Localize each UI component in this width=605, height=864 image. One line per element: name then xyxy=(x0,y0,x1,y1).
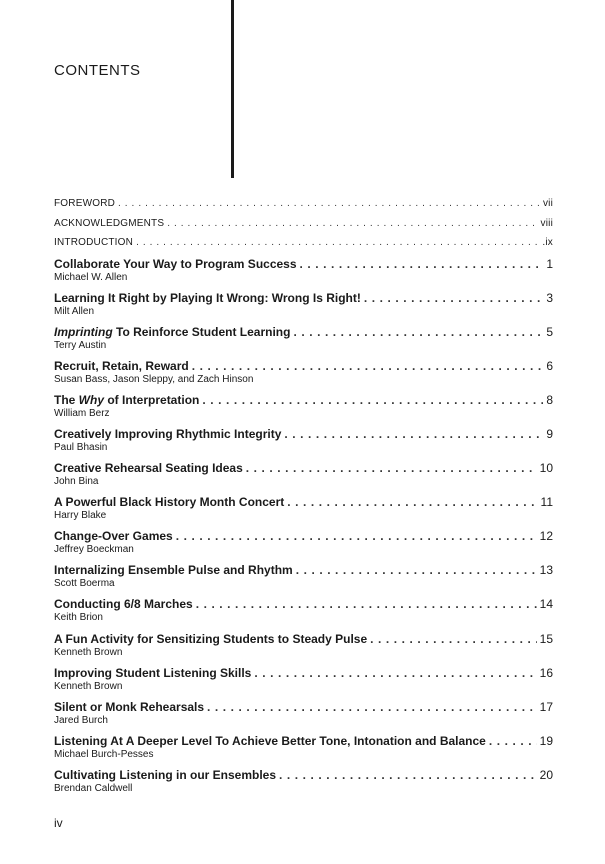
dot-leader xyxy=(196,597,537,611)
entry-page-number: 19 xyxy=(539,733,553,748)
entry-author: Brendan Caldwell xyxy=(54,782,133,794)
entry-page-number: 9 xyxy=(546,426,553,441)
toc-entry[interactable] xyxy=(54,393,553,427)
entry-title xyxy=(54,393,199,407)
entry-title-part: Listening At A Deeper Level To Achieve Better Tone, Intonation and Balance xyxy=(54,733,486,748)
entry-title-part: Recruit, Retain, Reward xyxy=(54,358,189,373)
entry-title-part: The xyxy=(54,392,79,407)
entry-author: Jared Burch xyxy=(54,714,108,726)
entry-title xyxy=(54,495,284,509)
entry-title-part: Cultivating Listening in our Ensembles xyxy=(54,767,277,782)
toc-entry[interactable] xyxy=(54,597,553,631)
entry-author: John Bina xyxy=(54,476,99,488)
toc-entry[interactable] xyxy=(54,734,553,768)
toc-entry-line xyxy=(54,427,553,441)
toc-entry-line xyxy=(54,393,553,407)
toc-entry-line xyxy=(54,257,553,271)
entry-page-number: 5 xyxy=(546,324,553,339)
entry-author: Michael Burch-Pesses xyxy=(54,748,154,760)
entry-author: Paul Bhasin xyxy=(54,441,108,453)
entry-title xyxy=(54,427,281,441)
dot-leader xyxy=(246,461,537,475)
entry-title-part: Creative Rehearsal Seating Ideas xyxy=(54,461,243,476)
entry-title-part: Collaborate Your Way to Program Success xyxy=(54,256,297,271)
toc-entry[interactable] xyxy=(54,427,553,461)
dot-leader xyxy=(370,632,536,646)
dot-leader xyxy=(287,495,537,509)
toc-entry-line xyxy=(54,325,553,339)
vertical-rule xyxy=(231,0,234,178)
entry-title-part: Change-Over Games xyxy=(54,529,173,544)
entry-page-number: 20 xyxy=(539,767,553,782)
toc-entry[interactable] xyxy=(54,529,553,563)
table-of-contents xyxy=(54,198,553,802)
front-matter-page: viii xyxy=(540,217,553,229)
entry-page-number: 10 xyxy=(539,461,553,476)
entry-title xyxy=(54,257,297,271)
entry-title-part: of Interpretation xyxy=(104,392,200,407)
toc-entry-line xyxy=(54,495,553,509)
page-number: iv xyxy=(54,816,63,830)
entry-title xyxy=(54,291,361,305)
dot-leader xyxy=(118,198,540,209)
front-matter-label: FOREWORD xyxy=(54,198,116,209)
toc-entry-line xyxy=(54,632,553,646)
entry-title-part: Silent or Monk Rehearsals xyxy=(54,699,205,714)
dot-leader xyxy=(489,734,537,748)
entry-page-number: 13 xyxy=(539,563,553,578)
entry-page-number: 12 xyxy=(539,529,553,544)
entry-title-part: A Powerful Black History Month Concert xyxy=(54,495,285,510)
entry-title-part: To Reinforce Student Learning xyxy=(112,324,291,339)
toc-entry[interactable] xyxy=(54,632,553,666)
front-matter-label: ACKNOWLEDGMENTS xyxy=(54,217,165,229)
toc-entry-line xyxy=(54,529,553,543)
toc-entry-line xyxy=(54,291,553,305)
front-matter-page: vii xyxy=(542,198,553,209)
entry-author: Milt Allen xyxy=(54,305,95,317)
entry-author: Kenneth Brown xyxy=(54,680,123,692)
front-matter-item[interactable] xyxy=(54,218,553,238)
front-matter-page: .ix xyxy=(542,237,553,248)
entry-title-part: Why xyxy=(78,392,105,407)
entry-title xyxy=(54,666,251,680)
entry-title xyxy=(54,325,290,339)
toc-entry[interactable] xyxy=(54,666,553,700)
entry-title-part: Internalizing Ensemble Pulse and Rhythm xyxy=(54,563,293,578)
entry-page-number: 3 xyxy=(546,290,553,305)
dot-leader xyxy=(284,427,543,441)
entry-page-number: 17 xyxy=(539,699,553,714)
entry-title xyxy=(54,529,173,543)
toc-entry-line xyxy=(54,359,553,373)
toc-entry[interactable] xyxy=(54,461,553,495)
entry-page-number: 1 xyxy=(546,256,553,271)
toc-entry-line xyxy=(54,597,553,611)
dot-leader xyxy=(136,237,539,248)
entry-page-number: 15 xyxy=(539,631,553,646)
dot-leader xyxy=(202,393,543,407)
entry-author: Susan Bass, Jason Sleppy, and Zach Hinson xyxy=(54,373,254,385)
entry-author: Harry Blake xyxy=(54,510,107,522)
dot-leader xyxy=(176,529,537,543)
entry-title-part: Learning It Right by Playing It Wrong: Wrong Is Right! xyxy=(54,290,361,305)
toc-entry[interactable] xyxy=(54,495,553,529)
toc-entry[interactable] xyxy=(54,768,553,802)
front-matter-label: INTRODUCTION xyxy=(54,237,134,248)
dot-leader xyxy=(296,563,537,577)
entry-list xyxy=(54,257,553,803)
entry-page-number: 6 xyxy=(546,358,553,373)
front-matter-item[interactable] xyxy=(54,237,553,257)
toc-entry[interactable] xyxy=(54,291,553,325)
dot-leader xyxy=(279,768,537,782)
dot-leader xyxy=(364,291,543,305)
entry-author: Scott Boerma xyxy=(54,578,115,590)
entry-title-part: Improving Student Listening Skills xyxy=(54,665,252,680)
entry-title-part: A Fun Activity for Sensitizing Students to Steady Pulse xyxy=(54,631,368,646)
entry-author: Kenneth Brown xyxy=(54,646,123,658)
entry-title xyxy=(54,597,193,611)
entry-title xyxy=(54,700,204,714)
entry-page-number: 8 xyxy=(546,392,553,407)
toc-entry-line xyxy=(54,666,553,680)
toc-entry[interactable] xyxy=(54,325,553,359)
dot-leader xyxy=(293,325,543,339)
entry-title xyxy=(54,461,243,475)
toc-entry[interactable] xyxy=(54,359,553,393)
dot-leader xyxy=(192,359,544,373)
toc-entry-line xyxy=(54,700,553,714)
entry-author: Terry Austin xyxy=(54,339,107,351)
entry-author: Michael W. Allen xyxy=(54,271,128,283)
dot-leader xyxy=(254,666,536,680)
entry-page-number: 16 xyxy=(539,665,553,680)
entry-title xyxy=(54,632,367,646)
front-matter-item[interactable] xyxy=(54,198,553,218)
dot-leader xyxy=(207,700,537,714)
toc-entry[interactable] xyxy=(54,700,553,734)
toc-entry[interactable] xyxy=(54,563,553,597)
entry-title xyxy=(54,563,293,577)
toc-entry-line xyxy=(54,768,553,782)
toc-entry-line xyxy=(54,563,553,577)
front-matter-list xyxy=(54,198,553,257)
entry-page-number: 11 xyxy=(540,495,553,510)
toc-entry-line xyxy=(54,734,553,748)
dot-leader xyxy=(300,257,544,271)
entry-title xyxy=(54,734,486,748)
entry-author: William Berz xyxy=(54,407,110,419)
entry-page-number: 14 xyxy=(539,597,553,612)
page-title: CONTENTS xyxy=(54,62,141,79)
toc-entry[interactable] xyxy=(54,257,553,291)
entry-title xyxy=(54,359,189,373)
entry-title-part: Imprinting xyxy=(54,324,113,339)
entry-title-part: Conducting 6/8 Marches xyxy=(54,597,193,612)
dot-leader xyxy=(167,218,537,229)
entry-title-part: Creatively Improving Rhythmic Integrity xyxy=(54,426,282,441)
entry-title xyxy=(54,768,276,782)
entry-author: Keith Brion xyxy=(54,612,103,624)
toc-entry-line xyxy=(54,461,553,475)
entry-author: Jeffrey Boeckman xyxy=(54,544,134,556)
